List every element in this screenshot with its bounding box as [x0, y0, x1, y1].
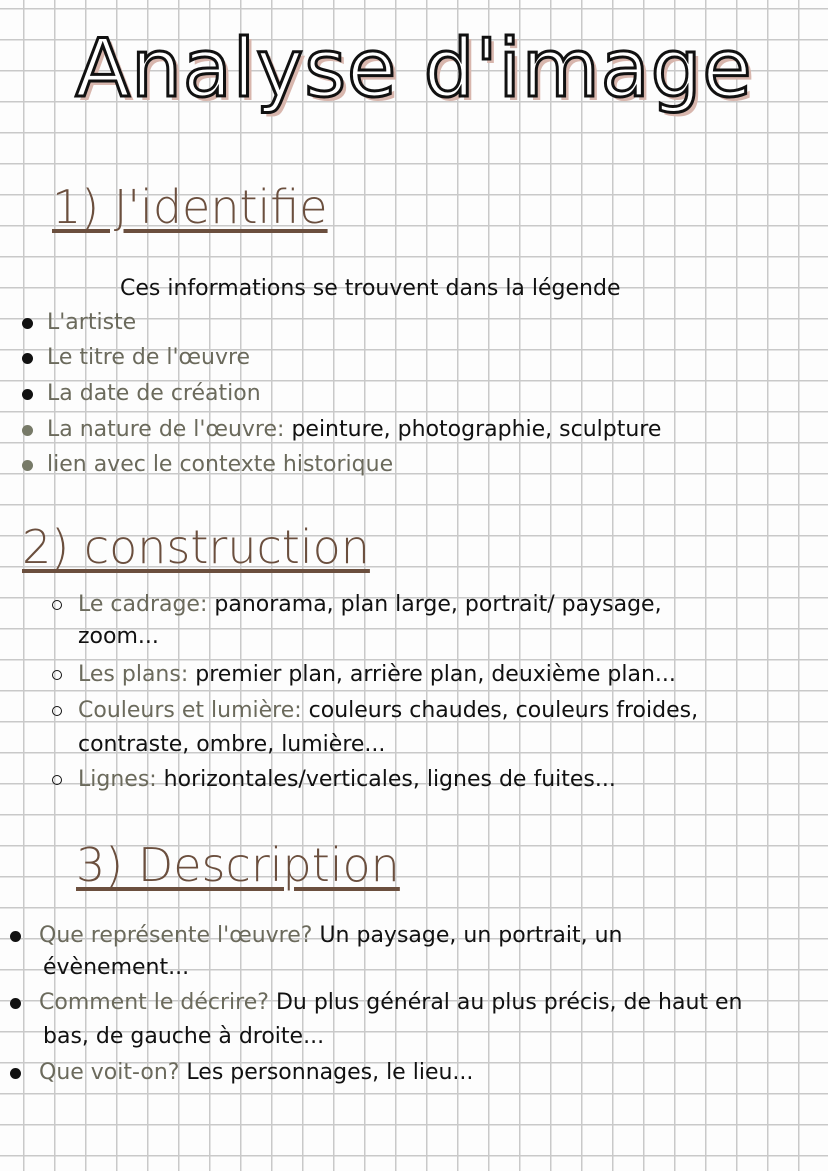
circle-bullet-icon — [52, 775, 62, 785]
item-text: couleurs chaudes, couleurs froides, — [301, 698, 699, 723]
item-text: panorama, plan large, portrait/ paysage, — [207, 592, 662, 617]
item-continuation: contraste, ombre, lumière... — [78, 732, 386, 757]
bullet-icon — [22, 389, 33, 400]
section1-heading: 1) J'identifie — [52, 180, 328, 234]
list-item — [22, 381, 261, 406]
bullet-icon — [22, 460, 33, 471]
list-item — [10, 990, 742, 1015]
item-label: Que représente l'œuvre? — [39, 923, 313, 948]
bullet-icon — [22, 353, 33, 364]
item-text: premier plan, arrière plan, deuxième plan... — [188, 662, 676, 687]
item-text: peinture, photographie, sculpture — [284, 417, 662, 442]
list-item — [52, 767, 616, 792]
circle-bullet-icon — [52, 706, 62, 716]
list-item — [52, 662, 676, 687]
item-text: Du plus général au plus précis, de haut en — [268, 990, 743, 1015]
bullet-icon — [22, 318, 33, 329]
page-title: Analyse d'image — [75, 22, 753, 115]
list-item — [10, 1060, 473, 1085]
item-label: La nature de l'œuvre: — [47, 417, 285, 442]
item-label: La date de création — [47, 381, 261, 406]
bullet-icon — [10, 1068, 21, 1079]
bullet-icon — [10, 931, 21, 942]
list-item — [22, 310, 136, 335]
item-label: lien avec le contexte historique — [47, 452, 394, 477]
circle-bullet-icon — [52, 600, 62, 610]
list-item — [10, 923, 623, 948]
bullet-icon — [22, 425, 33, 436]
section2-heading: 2) construction — [22, 520, 370, 574]
section3-heading: 3) Description — [76, 838, 400, 892]
item-label: Couleurs et lumière: — [78, 698, 302, 723]
list-item — [22, 417, 661, 442]
item-label: L'artiste — [47, 310, 137, 335]
list-item — [52, 698, 698, 723]
item-text: Les personnages, le lieu... — [179, 1060, 474, 1085]
item-text: Un paysage, un portrait, un — [312, 923, 623, 948]
item-label: Les plans: — [78, 662, 189, 687]
item-continuation: zoom... — [78, 624, 159, 649]
list-item — [52, 592, 662, 617]
item-continuation: évènement... — [43, 955, 190, 980]
item-label: Comment le décrire? — [39, 990, 269, 1015]
item-label: Le titre de l'œuvre — [47, 345, 251, 370]
item-label: Le cadrage: — [78, 592, 208, 617]
item-continuation: bas, de gauche à droite... — [43, 1024, 325, 1049]
item-label: Lignes: — [78, 767, 157, 792]
item-label: Que voit-on? — [39, 1060, 180, 1085]
list-item — [22, 345, 250, 370]
item-text: horizontales/verticales, lignes de fuites... — [156, 767, 616, 792]
bullet-icon — [10, 998, 21, 1009]
list-item — [22, 452, 393, 477]
circle-bullet-icon — [52, 670, 62, 680]
section1-intro: Ces informations se trouvent dans la légende — [120, 276, 621, 301]
